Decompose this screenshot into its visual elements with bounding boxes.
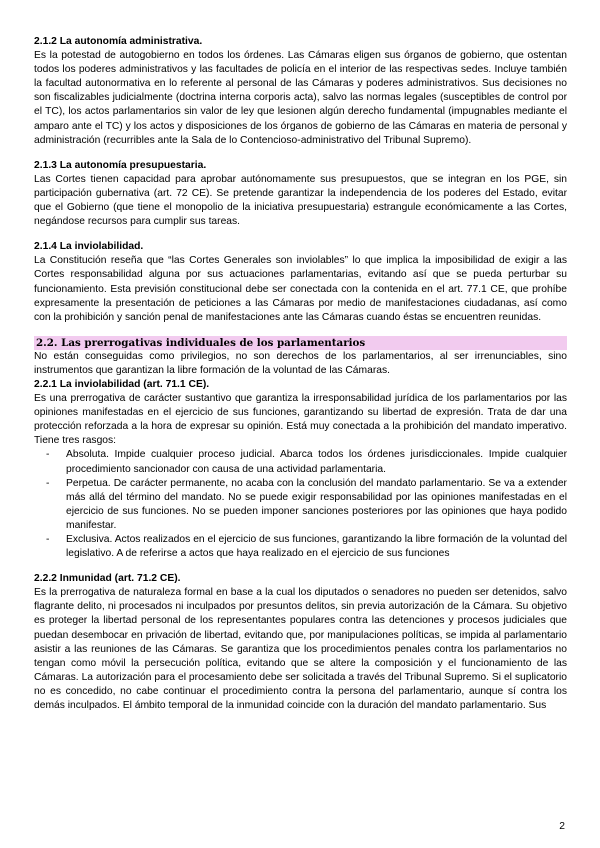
document-page	[34, 35, 567, 713]
paragraph-immunity: Es la prerrogativa de naturaleza formal en base a la cual los diputados o senadores no pueden ser detenidos, salvo flagrante delito, ni procesados ni inculpados por presuntos delitos, sin previa autorización de la Cámara. Su objetivo es proteger la libertad personal de los representantes populares contra las detenciones y procesos judiciales que puedan desembocar en privación de libertad, evitando que, por manipulaciones políticas, se impida al parlamentario asistir a las reuniones de las Cámaras. Se garantiza que los procedimientos penales contra los parlamentarios no tengan como móvil la persecución política, evitando que se altere la composición y el funcionamiento de las Cámaras. La autorización para el procesamiento debe ser solicitada a través del Tribunal Supremo. Si el suplicatorio no es concedido, no cabe continuar el procedimiento contra la persona del parlamentario, aunque sí contra los demás inculpados. El ámbito temporal de la inmunidad coincide con la duración del mandato parlamentario. Sus	[34, 587, 567, 712]
heading-administrative-autonomy: 2.1.2 La autonomía administrativa.	[34, 36, 203, 47]
bullet-marker: -	[46, 477, 50, 489]
list-item: - Absoluta. Impide cualquier proceso judicial. Abarca todos los órdenes jurisdiccionales. Impide cualquier procedimiento sancionador con causa de una actividad parlamentaria.	[46, 449, 567, 475]
section-heading-individual-prerogatives: 2.2. Las prerrogativas individuales de los parlamentarios	[34, 336, 567, 350]
page-number: 2	[559, 821, 565, 832]
traits-list	[34, 448, 567, 561]
heading-parliamentary-inviolability: 2.2.1 La inviolabilidad (art. 71.1 CE).	[34, 378, 210, 390]
paragraph-budget-autonomy: Las Cortes tienen capacidad para aprobar autónomamente sus presupuestos, que se integran en los PGE, sin participación gubernativa (art. 72 CE). Se pretende garantizar la independencia de los poderes del Estado, evitar que el Gobierno (que tiene el monopolio de la iniciativa presupuestaria) estrangule económicamente a las Cortes, negándose recursos para cumplir sus tareas.	[34, 173, 567, 228]
heading-immunity: 2.2.2 Inmunidad (art. 71.2 CE).	[34, 573, 181, 585]
list-item: - Exclusiva. Actos realizados en el ejercicio de sus funciones, garantizando la libre formación de la voluntad del legislativo. A de referirse a actos que haya realizado en el ejercicio de sus funciones	[46, 534, 567, 560]
paragraph-individual-prerogatives: No están conseguidas como privilegios, no son derechos de los parlamentarios, al ser irrenunciables, sino instrumentos que garantizan la libre formación de la voluntad de las Cámaras.	[34, 350, 567, 376]
heading-inviolability: 2.1.4 La inviolabilidad.	[34, 241, 144, 253]
list-item: - Perpetua. De carácter permanente, no acaba con la conclusión del mandato parlamentario. Se va a extender más allá del término del mandato. No se puede exigir responsabilidad por las opiniones manifestadas en el ejercicio de sus funciones. No se pueden imponer sanciones posteriores por las opiniones que haya podido manifestar.	[46, 477, 567, 531]
paragraph-administrative-autonomy: Es la potestad de autogobierno en todos los órdenes. Las Cámaras eligen sus órganos de gobierno, que ostentan todos los poderes administrativos y las facultades de policía en el interior de las respectivas sedes. Incluye también la facultad autonormativa en lo referente al personal de las Cámaras y poderes administrativos. Sus decisiones no son fiscalizables judicialmente (doctrina interna corporis acta), salvo las normas legales (susceptibles de control por el TC), los actos parlamentarios sin valor de ley que lesionen algún derecho fundamental (impugnables mediante el amparo ante el TC) y los actos y disposiciones de los órganos de gobierno de las Cámaras en materia de personal y administración (recurribles ante la Sala de lo Contencioso-administrativo del Tribunal Supremo).	[34, 50, 567, 146]
paragraph-inviolability: La Constitución reseña que “las Cortes Generales son inviolables” lo que implica la imposibilidad de exigir a las Cortes responsabilidad alguna por sus actuaciones parlamentarias, evitando así que se pueda perturbar su funcionamiento. Esta previsión constitucional debe ser conectada con la contenida en el art. 77.1 CE, que prohíbe expresamente la presentación de peticiones a las Cámaras por medio de manifestaciones ciudadanas, así como con la prohibición y sanción penal de manifestaciones ante las Cámaras cuando éstas se encuentren reunidas.	[34, 255, 567, 323]
heading-budget-autonomy: 2.1.3 La autonomía presupuestaria.	[34, 159, 207, 171]
bullet-marker: -	[46, 449, 50, 461]
paragraph-parliamentary-inviolability: Es una prerrogativa de carácter sustantivo que garantiza la irresponsabilidad jurídica de los parlamentarios por las opiniones manifestadas en el ejercicio de sus funciones, garantizando su libertad de expresión. Trata de dar una protección reforzada a la hora de expresar su opinión. Está muy conectada a la prohibición del mandato imperativo. Tiene tres rasgos:	[34, 393, 567, 447]
bullet-marker: -	[46, 534, 50, 545]
